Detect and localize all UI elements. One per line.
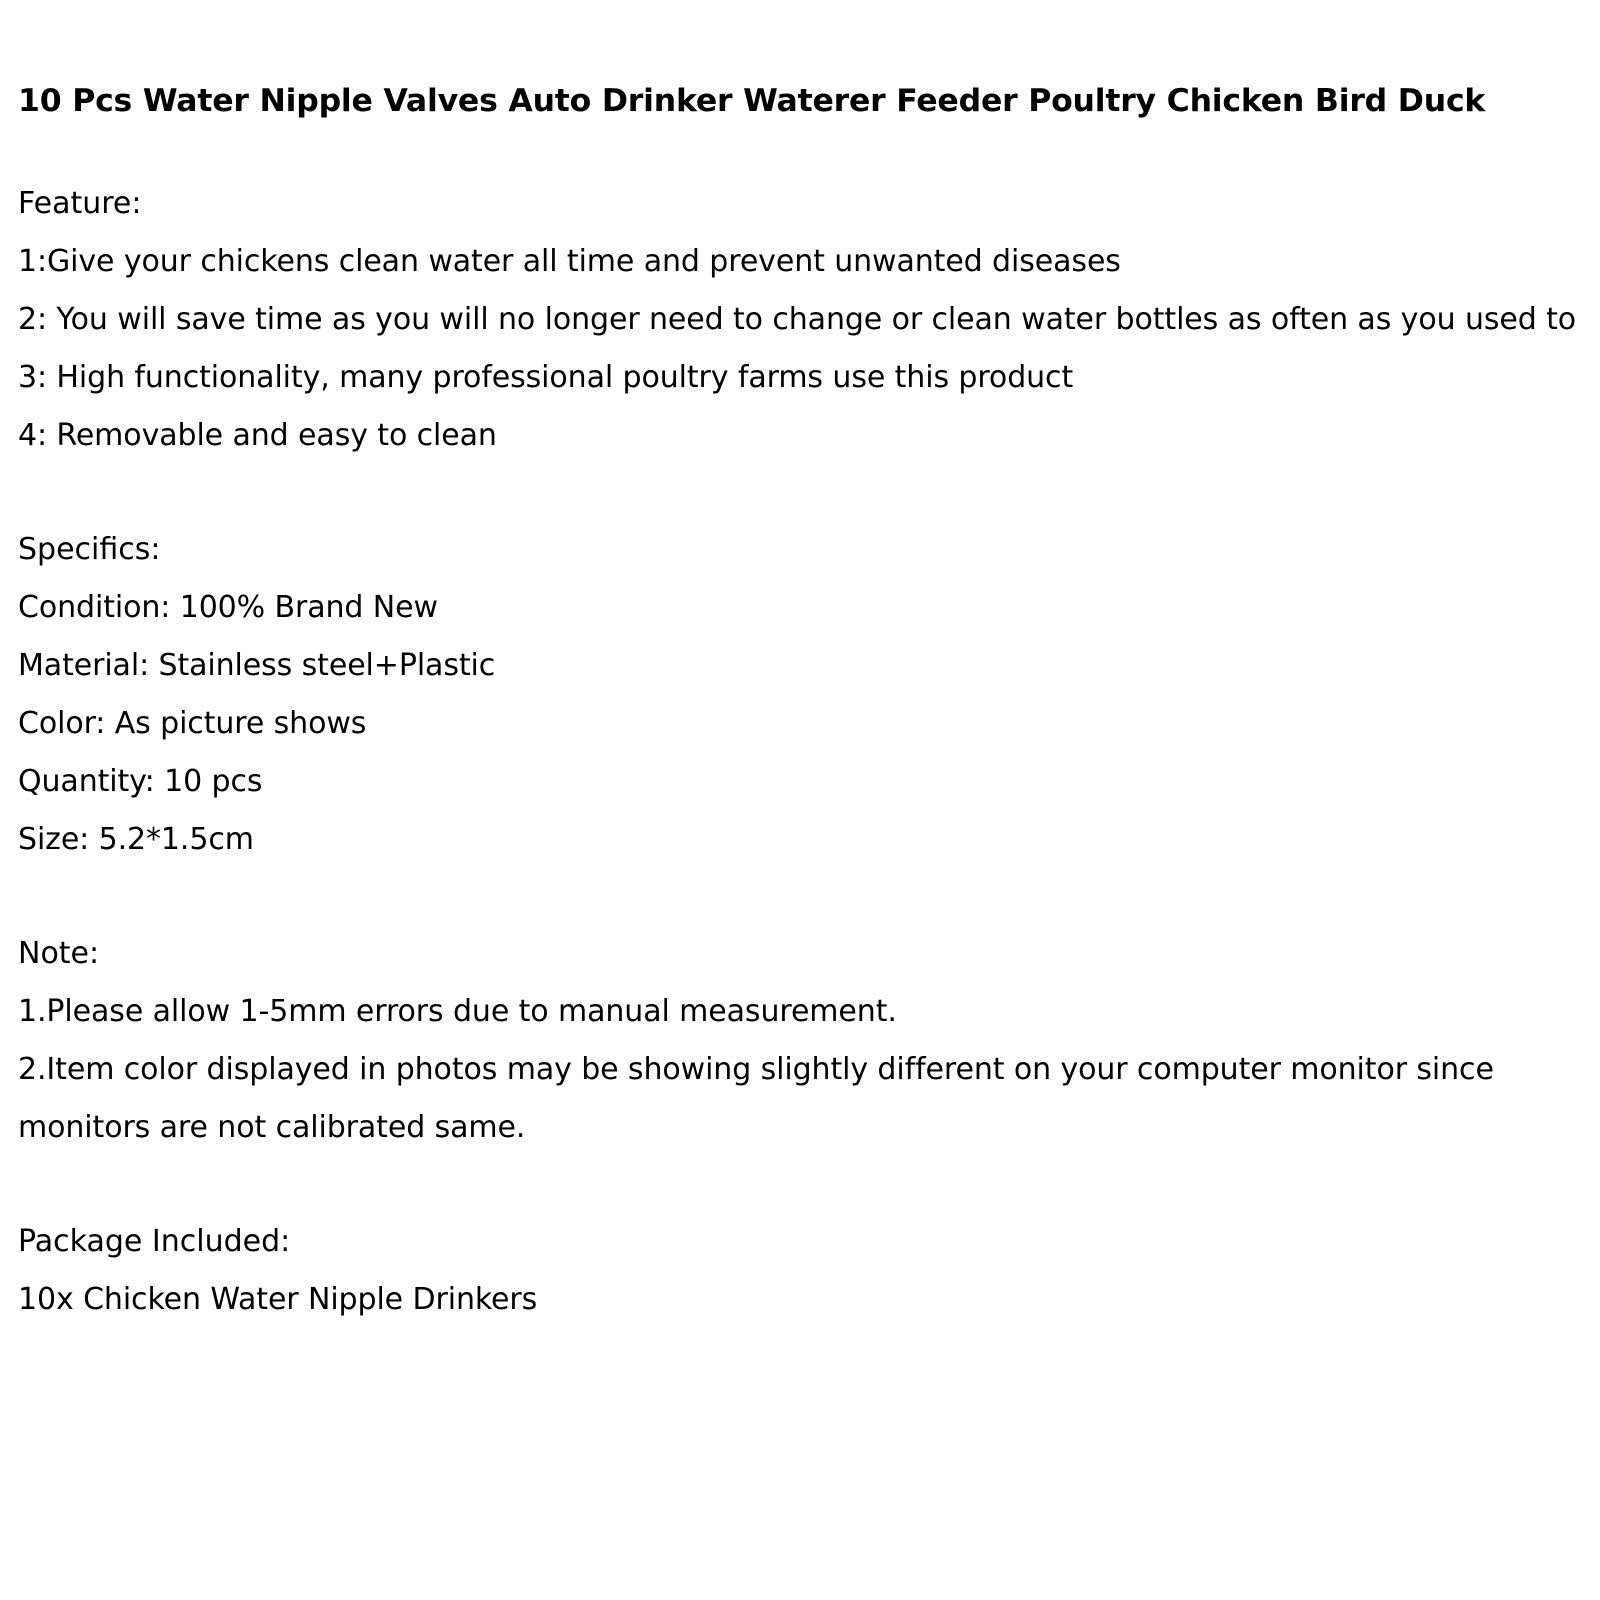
section-line: Size: 5.2*1.5cm — [18, 821, 254, 857]
section-specifics — [18, 521, 1582, 869]
page-title: 10 Pcs Water Nipple Valves Auto Drinker Waterer Feeder Poultry Chicken Bird Duck — [18, 83, 1486, 119]
section-heading: Feature: — [18, 185, 142, 221]
section-feature — [18, 175, 1582, 465]
section-line: 1:Give your chickens clean water all time and prevent unwanted diseases — [18, 243, 1121, 279]
section-line: 10x Chicken Water Nipple Drinkers — [18, 1281, 538, 1317]
section-line: Material: Stainless steel+Plastic — [18, 647, 496, 683]
section-line: 4: Removable and easy to clean — [18, 417, 497, 453]
section-line: 3: High functionality, many professional poultry farms use this product — [18, 359, 1074, 395]
section-heading: Specifics: — [18, 531, 161, 567]
section-line: 1.Please allow 1-5mm errors due to manual measurement. — [18, 993, 897, 1029]
section-heading: Package Included: — [18, 1223, 291, 1259]
section-package-included — [18, 1213, 1582, 1329]
section-line: 2.Item color displayed in photos may be showing slightly different on your computer monitor since monitors are not calibrated same. — [18, 1051, 1494, 1145]
section-line: Color: As picture shows — [18, 705, 367, 741]
section-heading: Note: — [18, 935, 100, 971]
section-note — [18, 925, 1582, 1157]
section-line: Quantity: 10 pcs — [18, 763, 263, 799]
section-line: 2: You will save time as you will no longer need to change or clean water bottles as often as you used to — [18, 301, 1577, 337]
section-line: Condition: 100% Brand New — [18, 589, 438, 625]
